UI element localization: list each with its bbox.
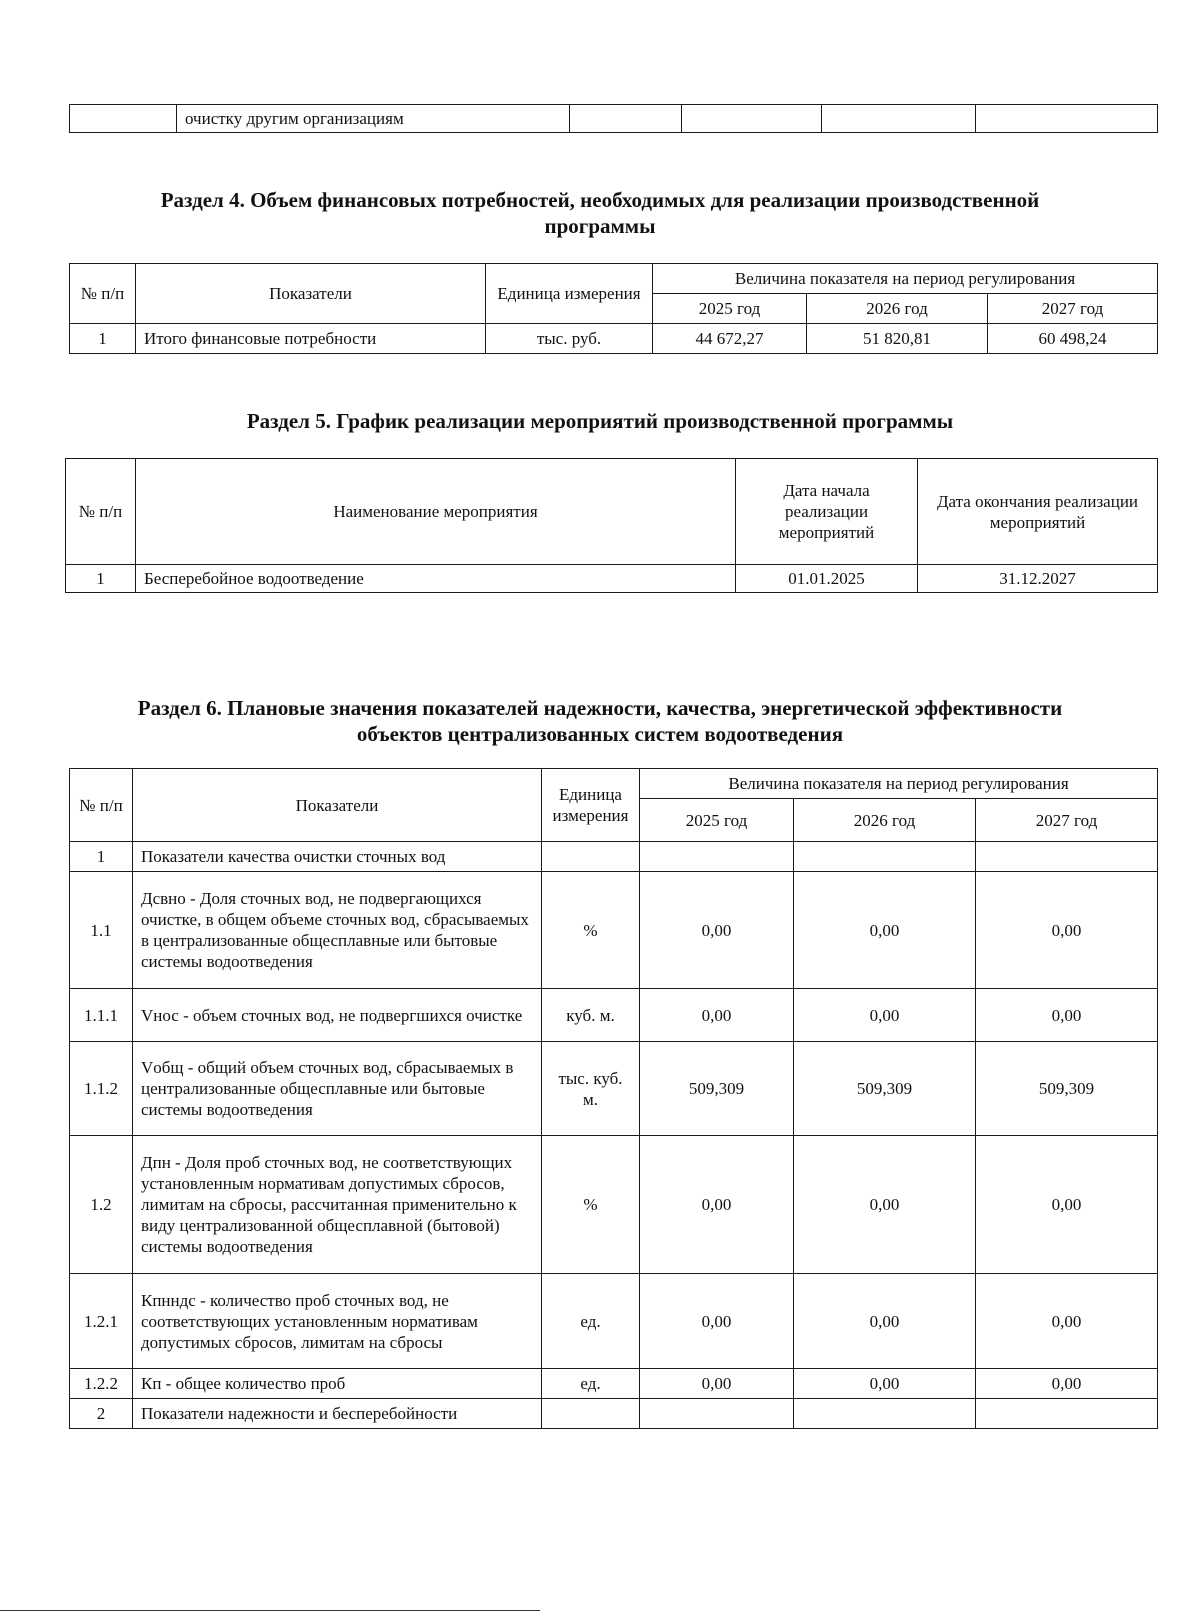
cell-unit: %	[542, 872, 640, 989]
table-header-row	[70, 264, 1158, 294]
section4-title: Раздел 4. Объем финансовых потребностей, необходимых для реализации производственной программы	[160, 188, 1040, 238]
cell-indicator: Показатели качества очистки сточных вод	[133, 842, 542, 872]
cell-unit: ед.	[542, 1369, 640, 1399]
cell-2027: 0,00	[976, 989, 1158, 1042]
header-num: № п/п	[66, 459, 136, 565]
cell-unit	[542, 1399, 640, 1429]
header-indicator: Показатели	[133, 769, 542, 842]
cell-indicator: Кпнндс - количество проб сточных вод, не соответствующих установленным нормативам допустимых сбросов, лимитам на сбросы	[133, 1274, 542, 1369]
cell-indicator: Итого финансовые потребности	[136, 324, 486, 354]
header-2026: 2026 год	[807, 294, 988, 324]
cell-2025: 0,00	[640, 989, 794, 1042]
cell-indicator: Показатели надежности и бесперебойности	[133, 1399, 542, 1429]
cell-2025: 44 672,27	[653, 324, 807, 354]
cell-num: 1.1.2	[70, 1042, 133, 1136]
cell-2025: 0,00	[640, 1274, 794, 1369]
cell-2025	[640, 842, 794, 872]
cell-2026: 0,00	[794, 872, 976, 989]
header-unit: Единица измерения	[542, 769, 640, 842]
table-row	[70, 1369, 1158, 1399]
cell-2026	[794, 842, 976, 872]
cell-indicator: Vобщ - общий объем сточных вод, сбрасываемых в централизованные общесплавные или бытовые системы водоотведения	[133, 1042, 542, 1136]
section5-table	[65, 458, 1158, 593]
header-unit: Единица измерения	[486, 264, 653, 324]
cell-indicator: Vнос - объем сточных вод, не подвергшихся очистке	[133, 989, 542, 1042]
section5-title: Раздел 5. График реализации мероприятий производственной программы	[246, 409, 954, 433]
cell-num: 1.1	[70, 872, 133, 989]
cell-2025: 0,00	[640, 1369, 794, 1399]
cell-unit: куб. м.	[542, 989, 640, 1042]
table-row	[66, 565, 1158, 593]
cell-2026: 0,00	[794, 1274, 976, 1369]
cell-indicator: Дпн - Доля проб сточных вод, не соответствующих установленным нормативам допустимых сбросов, лимитам на сбросы, рассчитанная применительно к виду централизованной общесплавной (бытовой) системы водоотведения	[133, 1136, 542, 1274]
cell-num: 2	[70, 1399, 133, 1429]
cell-2025	[640, 1399, 794, 1429]
cell-2027: 0,00	[976, 1274, 1158, 1369]
cell-2027: 0,00	[976, 1369, 1158, 1399]
cell-name: Бесперебойное водоотведение	[136, 565, 736, 593]
cell-2026: 51 820,81	[807, 324, 988, 354]
cell-num: 1.2.2	[70, 1369, 133, 1399]
cell-unit: тыс. руб.	[486, 324, 653, 354]
cell-2025: 509,309	[640, 1042, 794, 1136]
cell-2026: 0,00	[794, 1369, 976, 1399]
cell-num: 1.1.1	[70, 989, 133, 1042]
cell-num: 1.2.1	[70, 1274, 133, 1369]
header-start-date: Дата начала реализации мероприятий	[736, 459, 918, 565]
cell-2027: 509,309	[976, 1042, 1158, 1136]
cell-unit	[542, 842, 640, 872]
cell-2026: 0,00	[794, 1136, 976, 1274]
cell-num: 1	[66, 565, 136, 593]
table-row	[70, 324, 1158, 354]
section4-table	[69, 263, 1158, 354]
fragment-text: очистку другим организациям	[177, 105, 570, 133]
cell-unit: %	[542, 1136, 640, 1274]
table-row	[70, 989, 1158, 1042]
page-bottom-rule	[0, 1610, 540, 1611]
table-row	[70, 872, 1158, 989]
header-num: № п/п	[70, 264, 136, 324]
table-row	[70, 842, 1158, 872]
cell-2027	[976, 842, 1158, 872]
section6-title: Раздел 6. Плановые значения показателей надежности, качества, энергетической эффективности объектов централизованных систем водоотведения	[137, 696, 1063, 746]
table-header-row	[66, 459, 1158, 565]
header-name: Наименование мероприятия	[136, 459, 736, 565]
cell-2027: 60 498,24	[988, 324, 1158, 354]
header-indicator: Показатели	[136, 264, 486, 324]
cell-start-date: 01.01.2025	[736, 565, 918, 593]
cell-2025: 0,00	[640, 1136, 794, 1274]
cell-num: 1	[70, 842, 133, 872]
header-2025: 2025 год	[653, 294, 807, 324]
cell-2026: 509,309	[794, 1042, 976, 1136]
cell-2027	[976, 1399, 1158, 1429]
header-end-date: Дата окончания реализации мероприятий	[918, 459, 1158, 565]
cell-end-date: 31.12.2027	[918, 565, 1158, 593]
cell-2027: 0,00	[976, 872, 1158, 989]
table-row	[70, 1136, 1158, 1274]
section6-table	[69, 768, 1158, 1429]
cell-num: 1	[70, 324, 136, 354]
cell-2026	[794, 1399, 976, 1429]
header-2027: 2027 год	[976, 799, 1158, 842]
header-2026: 2026 год	[794, 799, 976, 842]
cell-indicator: Кп - общее количество проб	[133, 1369, 542, 1399]
cell-2025: 0,00	[640, 872, 794, 989]
table-header-row	[70, 769, 1158, 799]
table-row	[70, 105, 1158, 133]
cell-2027: 0,00	[976, 1136, 1158, 1274]
header-period: Величина показателя на период регулирования	[653, 264, 1158, 294]
header-2025: 2025 год	[640, 799, 794, 842]
header-period: Величина показателя на период регулирования	[640, 769, 1158, 799]
header-2027: 2027 год	[988, 294, 1158, 324]
cell-num: 1.2	[70, 1136, 133, 1274]
header-num: № п/п	[70, 769, 133, 842]
table-row	[70, 1042, 1158, 1136]
cell-unit: тыс. куб. м.	[542, 1042, 640, 1136]
table-row	[70, 1274, 1158, 1369]
table-row	[70, 1399, 1158, 1429]
cell-unit: ед.	[542, 1274, 640, 1369]
top-fragment-table	[69, 104, 1158, 133]
cell-indicator: Дсвно - Доля сточных вод, не подвергающихся очистке, в общем объеме сточных вод, сбрасываемых в централизованные общесплавные или бытовые системы водоотведения	[133, 872, 542, 989]
cell-2026: 0,00	[794, 989, 976, 1042]
